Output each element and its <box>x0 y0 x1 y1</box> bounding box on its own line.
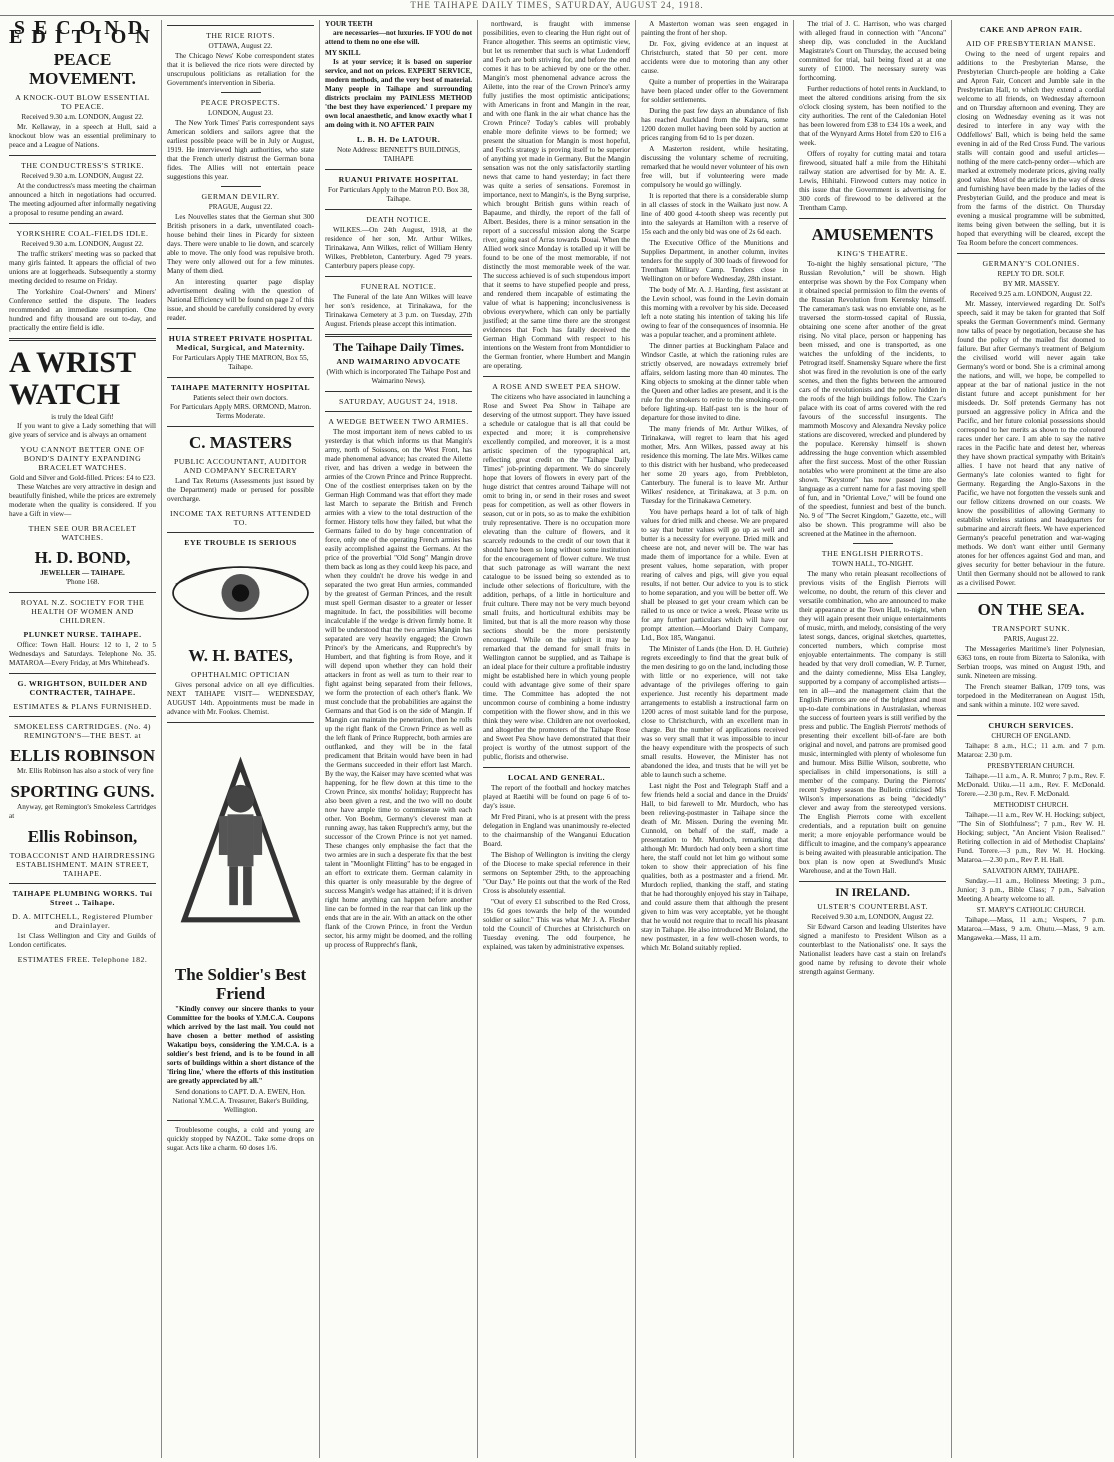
column-3 <box>320 20 478 1458</box>
article-text: Further reductions of hotel rents in Auckland, to meet the altered conditions arising from the six o'clock closing system, has been notified to the city authorities. The rent of the Caledonian Hotel has been lowered from £38 to £34 10s a week, and that of the Wynyard Arms Hotel from £20 to £16 a week. <box>799 85 947 147</box>
article-text: At the conductress's mass meeting the chairman announced a hitch in negotiations had occurred. The meeting adjourned after informally negativing a proposal to resume pending an award. <box>9 182 157 217</box>
subheading: GERMAN DEVILRY. <box>201 192 280 201</box>
soldier-illustration <box>167 732 314 952</box>
church-times: Sunday.—11 a.m., Holiness Meeting; 3 p.m., Junior; 3 p.m., Bible Class; 7 p.m., Salvation Meeting. A hearty welcome to all. <box>957 877 1105 903</box>
subheading: BY MR. MASSEY. <box>1002 280 1060 288</box>
divider <box>9 338 156 341</box>
divider <box>957 715 1105 716</box>
article-text: Owing to the need of urgent repairs and additions to the Presbyterian Manse, the Presbyterian Church-people are holding a Cake and Apron Fair, Concert and Jumble sale in the Presbyterian Hall, to which they extend a cordial welcome to all friends, on Wednesday afternoon and on Thursday afternoon and evening. They are closing on Wednesday evening as it was not desired to interfere in any way with the Oddfellows' Ball, which is being held the same evening in aid of the Red Cross Fund. The various stalls will contain good and useful articles—nothing of the mere catch-penny order—which are marked at extremely moderate prices, giving really good value. Most of the articles in the way of dress and furnishing have been made by the ladies of the Presbyterian Guild, and the produce and meat is from the farms of the district. On Thursday evening a musical programme will be submitted, items being given between the selling, but it is hoped that everything will be cleared, except the Tea Room before the concert commences. <box>957 50 1105 247</box>
church-name: METHODIST CHURCH. <box>993 801 1069 809</box>
dateline: Received 9.30 a.m. LONDON, August 22. <box>21 240 144 248</box>
divider <box>483 376 630 377</box>
masthead: THE TAIHAPE DAILY TIMES, SATURDAY, AUGUST 24, 1918. <box>0 0 1114 16</box>
column-4 <box>478 20 636 1458</box>
ad-name: Ellis Robinson, <box>27 827 138 846</box>
ad-name: G. WRIGHTSON, BUILDER AND CONTRACTER, TAIHAPE. <box>17 679 148 697</box>
church-times: Taihape.—11 a.m., A. R. Munro; 7 p.m., Rev. F. McDonald. Utiku.—11 a.m., Rev. F. McDonald. Torere.—2.30 p.m., Rev. F. McDonald. <box>957 772 1105 798</box>
article-text: The most important item of news cabled to us yesterday is that which informs us that Mangin's army, north of Soissons, on the West Front, has made phenomenal advance; has created the Ailette river, and has driven a wedge in between the armies of the Crown Prince and Prince Rupprecht. One of the costliest enterprises taken on by the German High Command was that effort they made last March to separate the British and French armies with a view to the total destruction of the former. History tells how they failed, but what the Germans failed to do by huge concentration of force, only one of the operating French armies has easily accomplished against the Germans. At the price of the proverbial "Old Song" Mangin drove them back as long as they could keep his pace, and when they couldn't he drove his wedge in and separated the two great Hun armies, commanded by the greatest of German Princes, and the result must spell German disaster to a greater or lesser magnitude. In fact, the possibilities will become incalculable if the wedge is driven firmly home. It will be understood that the two armies Mangin has separated are very heavily engaged; the Crown Prince's by the Americans, and Rupprecht's by Humbert, and that fighting is from Roye, and it will depend upon whether they can hold their attackers in front as well as turn to their rear to fight against being separated from their fellows, we form the protection of each other's flank. We must conclude that the probabilities are against the Germans and that God is on the side of Mangin. If Mangin can maintain the penetration, then he rolls up the right flank of the Crown Prince as well as the left flank of Prince Rupprecht, both armies are outflanked, and they will be in the fatal predicament that Britain would have been in had the Germans succeeded in their effort last March. By the way, the Kaiser may have scented what was happening, for he flew down at this time to the Crown Prince, six months' holiday; Rupprecht has also been given a rest, and the two will no doubt now have ample time to commiserate with each other. Von Boehm, Germany's cleverest man at running away, has taken Rupprecht's army, but the successor of the Crown Prince is not yet named. These changes only emphasise the fact that the two armies are in such a desperate fix that the best talent in "Moonlight Flitting" has to be engaged in an effort to extricate them. German calamity in this quarter is only measurable by the degree of success Mangin's wedge has attained; if it is driven right home anything can happen before another line can be formed in the rear that can link up the ends that are in the air. With an attack on the other flank of the Crown Prince, in front the Verdun sector, his army might be doomed, and the rolling up process of Rupprecht's flank, <box>325 428 473 949</box>
ad-text: Is at your service; it is based on superior service, and not on prices. EXPERT SERVICE, modern methods, and the very best of material. Many people in Taihape and surrounding districts proclaim my PAINLESS METHOD 'the best they have experienced.' I prepare my own local anaesthetic, and know exactly what I am doing with it. NO AFTER PAIN <box>325 58 473 129</box>
article-text: The New York Times' Paris correspondent says American soldiers and sailors agree that the earliest possible peace will be in July or August, 1919. He interviewed high authorities, who state that the French utterly distrust the German bona fides. The Allies will not entertain peace suggestions this year. <box>167 119 315 181</box>
editorial-headline: A ROSE AND SWEET PEA SHOW. <box>492 382 621 391</box>
ad-text: For Particulars Apply THE MATRON, Box 55, Taihape. <box>172 354 309 371</box>
subheading: AID OF PRESBYTERIAN MANSE. <box>966 39 1097 48</box>
article-text: Mr. Kellaway, in a speech at Hull, said a knockout blow was an essential preliminary to peace and a League of Nations. <box>9 123 157 149</box>
divider <box>167 426 314 427</box>
ad-text: Anyway, get Remington's Smokeless Cartridges at <box>9 803 157 820</box>
ad-subheading: ESTIMATES FREE. Telephone 182. <box>17 955 148 964</box>
article-text: Quite a number of properties in the Wairarapa have been placed under offer to the Government for soldier settlements. <box>641 78 789 104</box>
newspaper-columns <box>4 20 1110 1458</box>
ad-subheading: SMOKELESS CARTRIDGES. (No. 4) REMINGTON'S—THE BEST. at <box>14 722 151 740</box>
divider <box>9 155 156 156</box>
dateline: Received 9.30 a.m. LONDON, August 22. <box>21 172 144 180</box>
divider <box>167 377 314 378</box>
ad-subheading: MY SKILL <box>325 49 361 57</box>
newspaper-subtitle: AND WAIMARINO ADVOCATE <box>336 357 461 366</box>
ad-text: are necessaries—not luxuries. IF YOU do not attend to them no one else will. <box>325 29 473 46</box>
ad-text: For Particulars Apply to the Matron P.O. Box 38, Taihape. <box>327 186 470 203</box>
ad-text: Patients select their own doctors. <box>193 394 288 402</box>
article-text: Sir Edward Carson and leading Ulsterites have signed a manifesto to President Wilson as a counterblast to the Nationalists' one. It says the Nationalist leaders have cast a stain on Ireland's good name by refusing to devote their whole strength against Germany. <box>799 923 947 976</box>
ad-name: D. A. MITCHELL, Registered Plumber and Drainlayer. <box>12 912 153 930</box>
ad-headline: SPORTING GUNS. <box>10 782 155 801</box>
article-text: A Masterton resident, while hesitating, discussing the voluntary scheme of recruiting, remarked that he would never volunteer of his own free will, but if volunteering were made compulsory he would go willingly. <box>641 145 789 189</box>
dateline: OTTAWA, August 22. <box>208 42 273 50</box>
divider <box>167 1120 314 1121</box>
ad-subheading: YOU CANNOT BETTER ONE OF BOND'S DAINTY EXPANDING BRACELET WATCHES. <box>20 445 145 472</box>
article-text: Dr. Fox, giving evidence at an inquest at Christchurch, stated that 50 per cent. more accidents were due to motoring than any other cause. <box>641 40 789 75</box>
ad-text: Office: Town Hall. Hours: 12 to 1, 2 to 5 Wednesdays and Saturdays. Telephone No. 35. MATAROA—Every Friday, at Mrs Whitehead's. <box>9 641 157 667</box>
ad-text: For Particulars Apply MRS. ORMOND, Matron. Terms Moderate. <box>170 403 311 420</box>
ad-text: 1st Class Wellington and City and Guilds of London certificates. <box>9 932 157 949</box>
subheading: PEACE PROSPECTS. <box>200 98 281 107</box>
church-name: ST. MARY'S CATHOLIC CHURCH. <box>976 906 1086 914</box>
notice-text: WILKES.—On 24th August, 1918, at the residence of her son, Mr. Arthur Wilkes, Tirinakawa, Ann Wilkes, relict of William Henry Wilkes, Prebbleton, Canterbury. Aged 79 years. Canterbury papers please copy. <box>325 226 473 270</box>
divider <box>167 722 314 723</box>
ad-subheading: ESTIMATES & PLANS FURNISHED. <box>13 702 152 711</box>
subheading: YORKSHIRE COAL-FIELDS IDLE. <box>16 229 149 238</box>
subheading: THE RICE RIOTS. <box>206 31 275 40</box>
article-text: Mr Fred Pirani, who is at present with the press delegation in England was unanimously re-elected to the chairmanship of the Wanganui Education Board. <box>483 813 631 848</box>
ad-subheading: OPHTHALMIC OPTICIAN <box>191 670 290 679</box>
ad-headline: YOUR TEETH <box>325 20 373 28</box>
article-text: The Minister of Lands (the Hon. D. H. Guthrie) regrets exceedingly to find that the great bulk of the men desiring to go on the land, including those with little or no experience, will not take advantage of the privileges offering to gain experience. Just recently his department made arrangements to establish a instructional farm on 1200 acres of most suitable land for the purpose, close to Christchurch, with an excellent man in charge. But the number of applications received was so very small that it was impossible to incur the heavy expenditure with the prospects of such small results. However, the Minister has not abandoned the idea, and trusts that he will yet be able to launch such a scheme. <box>641 645 789 779</box>
article-text: An interesting quarter page display advertisement dealing with the question of National Efficiency will be found on page 2 of this issue, and should be carefully considered by every reader. <box>167 278 315 322</box>
eye-illustration <box>167 553 314 633</box>
divider <box>325 169 472 170</box>
church-name: SALVATION ARMY, TAIHAPE. <box>982 867 1080 875</box>
subheading: KING'S THEATRE. <box>837 249 909 258</box>
ad-name: C. MASTERS <box>189 433 292 452</box>
notice-text: The Funeral of the late Ann Wilkes will leave her son's residence, at Tirinakawa, for the Tirinakawa Cemetery at 3 p.m. on Tuesday, 27th August. Friends please accept this intimation. <box>325 293 473 328</box>
subheading: A KNOCK-OUT BLOW ESSENTIAL TO PEACE. <box>15 93 150 111</box>
divider <box>9 673 156 674</box>
dateline: PRAGUE, August 22. <box>208 203 273 211</box>
section-headline: ON THE SEA. <box>977 600 1085 619</box>
dateline: PARIS, August 22. <box>1003 635 1059 643</box>
column-1 <box>4 20 162 1458</box>
subheading: FUNERAL NOTICE. <box>360 282 437 291</box>
ad-text: Send donations to CAPT. D. A. EWEN, Hon. National Y.M.C.A. Treasurer, Baker's Building, Wellington. <box>172 1088 309 1114</box>
divider <box>483 767 630 768</box>
article-text: The Bishop of Wellington is inviting the clergy of the Diocese to make special reference in their sermons on September 29th, to the approaching "Our Day." He points out that the work of the Red Cross is absolutely essential. <box>483 851 631 895</box>
ad-subheading: THEN SEE OUR BRACELET WATCHES. <box>28 524 137 542</box>
ad-name: TAIHAPE PLUMBING WORKS. Tui Street .. Taihape. <box>12 889 153 907</box>
article-text: During the past few days an abundance of fish has reached Auckland from the Kaipara, some 1200 dozen mullet having been sold by auction at prices ranging from 6d to 1s per dozen. <box>641 107 789 142</box>
article-text: You have perhaps heard a lot of talk of high values for dried milk and cheese. We are prepared to say that butter values will go up as well and butter is a necessity for everyone. Dried milk and cheese are not, and never will be. The war has made them of importance for a while. Even at present values, home separation, with proper rearing of calves and pigs, will give you equal results, if not better. Our advice to you is to stick to home separation, and you will be better off. We shall be pleased to get your cream which can be railed to us once or twice a week. Please write us for any further particulars which will have our prompt attention.—Moorland Dairy Company, Ltd., Box 185, Wanganui. <box>641 508 789 642</box>
ad-text: Mr. Ellis Robinson has also a stock of very fine <box>17 767 154 775</box>
article-text: To-night the highly sensational picture, "The Russian Revolution," will be shown. High enterprise was shown by the Fox Company when it obtained special permission to film the events of the Russian Revolution from Kerensky himself. The cameraman's task was no enviable one, as he traversed the storm-tossed capital of Russia, obtaining one scene after another of the great rising. No vital place, person or happening has been missed, and one is transported, as one watches the unfolding of the incidents, to Petrograd itself. Snamensky Square where the first shot was fired in the revolution is one of the early scenes, and then the fights between the armoured cars of the revolutionists and the police hidden in the roofs of the high buildings follow. The Czar's palace with its coat of arms covered with the red favours of the successful insurgents. The mammoth Moscovy and Alexandra Nevsky police stations are discovered, wrecked and plundered by the populace. Kerensky himself is shown addressing the huge convention which assembled after the first success. Most of the other Russian notables who were prominent at the time are also shown. "Keystone" has now passed into the language as a current name for a fast moving spell of fun, and in "Oriental Love," will be found one of the speediest, funniest and best of the bunch. No. 9 of "The Secret Kingdom," Gazette, etc., will also be shown. This programme will also be screened at the Matinee in the afternoon. <box>799 260 947 538</box>
edition-heading: SECOND EDITION <box>9 20 159 48</box>
article-text: The citizens who have associated in launching a Rose and Sweet Pea Show in Taihape are deserving of the utmost support. They have issued a schedule or catalogue that is all that could be expected and more; it is comprehensive excellently compiled, and moreover, it is a most artistic specimen of the typographical art, reflecting great credit on the "Taihape Daily Times" job-printing department. We do sincerely hope that lovers of flowers in every part of the huge district that centres around Taihape will not omit to bring in, or send in their roses and sweet peas for competition, as well as other flowers in season, cut or in pots, so as to make the exhibition truly representative. There is no occupation more elevating than the culture of flowers, and it scarcely redounds to the credit of our town that it should have been so long without some institution for the encouragement of flower culture. We trust that such patronage as will warrant the next catalogue to be issued being so extended as to include other selections of floriculture, with the addition, perhaps, of a little in horticulture and fruit culture. There may not be very much beyond small fruits, and horticultural exhibits may be limited, but that is all the more reason why those sections should be the more persistently encouraged. While on the subject it may be remarked that the demand for small fruits in Wellington cannot be supplied, and as Taihape is an ideal place for their culture a profitable industry might be established here in which young people could with advantage give some of their spare time. The Committee has adopted the not uncommon course of combining a home industry competition with the flower show, and in this we think they were wise. Children are not overlooked, and altogether the promoters of the Taihape Rose and Sweet Pea Show have demonstrated that their project is worthy of the utmost support of the public, florists and otherwise. <box>483 393 631 761</box>
divider <box>325 209 472 210</box>
divider <box>9 592 156 593</box>
editorial-headline: A WEDGE BETWEEN TWO ARMIES. <box>328 417 469 426</box>
dateline: Received 9.30 a.m, LONDON, August 22. <box>811 913 934 921</box>
article-text: The dinner parties at Buckingham Palace and Windsor Castle, at which the rationing rules are strictly observed, are nowadays extremely brief affairs, seldom lasting more than 40 minutes. The King objects to smoking at the dinner table when the Queen and other ladies are present, and it is the rule for the smokers to retire to the smoking-room before lighting-up. Half-past ten is the hour of departure for those invited to dine. <box>641 342 789 422</box>
column-5 <box>636 20 794 1458</box>
article-text: Last night the Post and Telegraph Staff and a few friends held a social and dance in the Druids' Hall, to bid farewell to Mr. Murdoch, who has been relieving-postmaster in Taihape since the death of Mr. Missen. During the evening Mr. Cunnold, on behalf of the staff, made a presentation to Mr. Murdoch, remarking that although Mr. Murdoch had only been a short time here, the staff could not let him go without some token to show their appreciation of his fine qualities, both as a postmaster and a friend. Mr. Murdoch replied, thanking the staff, and stating that he had thoroughly enjoyed his stay in Taihape, and could assure them that although the present given to him was very acceptable, yet he thought that he would not require that to recall his pleasant stay in Taihape. He also introduced Mr Boland, the new postmaster, in a few well-chosen words, to which Mr. Boland suitably replied. <box>641 782 789 952</box>
ad-name: TAIHAPE MATERNITY HOSPITAL <box>170 383 311 392</box>
divider <box>167 25 314 26</box>
divider <box>799 881 946 882</box>
ad-name: L. B. H. De LATOUR. <box>356 135 441 144</box>
section-headline: CHURCH SERVICES. <box>988 721 1074 730</box>
section-headline: LOCAL AND GENERAL. <box>507 773 606 782</box>
ad-name: H. D. BOND, <box>34 548 131 567</box>
divider <box>853 543 893 544</box>
church-name: PRESBYTERIAN CHURCH. <box>987 762 1075 770</box>
divider <box>167 328 314 329</box>
ad-text: Land Tax Returns (Assessments just issued by the Department) made or perused for possible overcharge. <box>167 477 315 503</box>
article-text: The Messageries Maritime's liner Polynesian, 6363 tons, en route from Bizerta to Salonika, with Serbian troops, was mined on August 19th, and sunk. Nineteen are missing. <box>957 645 1105 680</box>
ad-subheading: ROYAL N.Z. SOCIETY FOR THE HEALTH OF WOMEN AND CHILDREN. <box>20 598 145 625</box>
divider <box>799 218 946 219</box>
divider <box>325 276 472 277</box>
ad-headline: A WRIST WATCH <box>9 346 136 411</box>
divider <box>221 186 261 187</box>
subheading: TOWN HALL, TO-NIGHT. <box>831 560 914 568</box>
article-text: The traffic strikers' meeting was so packed that many girls fainted. It appears the official of two unions are at loggerheads. Subsequently a stormy meeting decided to resume on Friday. <box>9 250 157 285</box>
article-text: Les Nouvelles states that the German shut 300 British prisoners in a dark, unventilated coach-house behind their lines in Picardy for sixteen days. There were unable to lie down, and scarcely able to move. The only food was repulsive broth. They were only allowed out for a few minutes. Many of them died. <box>167 213 315 275</box>
divider <box>221 92 261 93</box>
ad-text: If you want to give a Lady something that will give years of service and is always an ornament <box>9 422 157 439</box>
ad-text: Troublesome coughs, a cold and young are quickly stopped by NAZOL. Take some drops on sugar. Acts like a charm. 60 doses 1/6. <box>167 1126 315 1152</box>
ad-headline: The Soldier's Best Friend <box>174 965 307 1003</box>
divider <box>325 391 472 392</box>
article-text: The Chicago News' Kobe correspondent states that it is believed the rice riots were directed by unscrupulous politicians as retaliation for the Government's intervention in Siberia. <box>167 52 315 87</box>
headline: PEACE MOVEMENT. <box>29 50 136 88</box>
newspaper-note: (With which is incorporated The Taihape Post and Waimarino News). <box>326 368 471 385</box>
article-text: The French steamer Balkan, 1709 tons, was torpedoed in the Mediterranean on August 15th, and sank within a minute. 102 were saved. <box>957 683 1105 709</box>
ad-name: HUIA STREET PRIVATE HOSPITAL Medical, Surgical, and Maternity. <box>168 334 313 352</box>
subheading: THE CONDUCTRESS'S STRIKE. <box>21 161 144 170</box>
ad-name: ELLIS ROBINSON <box>9 746 156 765</box>
ad-text: Gives personal advice on all eye difficulties. NEXT TAIHAPE VISIT— WEDNESDAY, AUGUST 14th. Appointments must be made in advance with Mr. Fookes. Chemist. <box>167 681 315 716</box>
church-name: CHURCH OF ENGLAND. <box>991 732 1071 740</box>
dateline: Received 9.25 a.m. LONDON, August 22. <box>969 290 1093 298</box>
subheading: DEATH NOTICE. <box>366 215 431 224</box>
article-text: Offers of royalty for cutting matai and totara firewood, situated half a mile from the Hihitahi railway station are advertised for by Mr. A. E. Lewis, Hihitahi. Firewood cutters may notice in this issue that the Government is advertising for 300 cords of firewood to be delivered at the Trentham Camp. <box>799 150 947 212</box>
article-text: The many friends of Mr. Arthur Wilkes, of Tirinakawa, will regret to learn that his aged mother, Mrs. Ann Wilkes, passed away at his residence this morning. The late Mrs. Wilkes came to this district with her husband, who predeceased her some 20 years ago, from Prebbleton, Canterbury. The funeral is to leave Mr. Arthur Wilkes' residence, at Tirinakawa, at 3 p.m. on Tuesday for the Tirinakawa Cemetery. <box>641 425 789 505</box>
ad-headline: EYE TROUBLE IS SERIOUS <box>184 538 297 547</box>
ad-subheading: INCOME TAX RETURNS ATTENDED TO. <box>169 509 312 527</box>
article-text: Mr. Massey, interviewed regarding Dr. Solf's speech, said it may be taken for granted that Solf speaks the German Government's mind. Germany now talks of peace by negotiation, because she has found the policy of the mailed fist doomed to failure. But after Germany's treatment of Belgium the civilised world will never again take Germany's word or bond. She is a criminal among the nations, and will, we hope, be compelled to appear at the bar of national justice in the not distant future and accept punishment for her misdeeds. Dr. Solf pretends Germany has not pursued an aggressive policy in Africa and the Pacific, and her future colonial possessions should correspond to her merits as shown to the coloured races under her care. I am able to say the native races in the Pacific hate and detest her, whereas they have shown practical sympathy with Britain's allies. I have not heard that any native of Germany's late colonies wanted to fight for Germany. Regarding the Anglo-Saxons in the Pacific, we have not forgotten the vessels sunk and our fellow citizens drowned on our coasts. We know the possibilities of allowing Germany to establish wireless stations and headquarters for submarine and aircraft fleets. We have experienced Germany's peaceful penetration and war-waging methods. We don't want either until Germany atones for her offences against God and man, and gives security for better behaviour in the future. Until then Germany should not be allowed to rank as a civilised Power. <box>957 300 1105 587</box>
dateline: LONDON, August 23. <box>207 109 274 117</box>
ad-address: JEWELLER — TAIHAPE. <box>40 569 125 577</box>
church-times: Taihape.—Mass, 11 a.m.; Vespers, 7 p.m. Mataroa.—Mass, 9 a.m. Ohutu.—Mass, 9 a.m. Mangaweka.—Mass, 11 a.m. <box>957 916 1105 942</box>
ad-price: Gold and Silver and Gold-filled. Prices: £4 to £23. <box>9 474 156 482</box>
dateline: Received 9.30 a.m. LONDON, August 22. <box>21 113 144 121</box>
divider <box>325 334 472 337</box>
church-times: Taihape.—11 a.m., Rev W. H. Hocking; subject, "The Sin of Slothfulness"; 7 p.m., Rev W. H. Hocking; subject, "An Ancient Vision Realised." Retiring collection in aid of Methodist Chaplains' Fund. Torere.—3 p.m., Rev W. H. Hocking. Mataroa.—2.30 p.m., Rev P. H. Hall. <box>957 811 1105 864</box>
column-6 <box>794 20 952 1458</box>
subheading: REPLY TO DR. SOLF. <box>997 270 1065 278</box>
subheading: CAKE AND APRON FAIR. <box>979 25 1083 34</box>
issue-date: SATURDAY, AUGUST 24, 1918. <box>339 397 459 406</box>
article-text: The Yorkshire Coal-Owners' and Miners' Conference settled the dispute. The leaders recommended an immediate resumption. One hundred and fifty thousand are out to-day, and practically the entire field is idle. <box>9 288 157 332</box>
ad-name: W. H. BATES, <box>188 646 293 665</box>
ad-text: These Watches are very attractive in design and beautifully finished, while the prices are extremely moderate when the quality is considered. If you have a Gift in view— <box>9 483 157 518</box>
ad-subheading: TOBACCONIST AND HAIRDRESSING ESTABLISHMENT. MAIN STREET, TAIHAPE. <box>9 851 156 878</box>
subheading: GERMANY'S COLONIES. <box>982 259 1080 268</box>
ad-phone: 'Phone 168. <box>65 578 100 586</box>
ad-name: RUANUI PRIVATE HOSPITAL <box>338 175 459 184</box>
divider <box>325 411 472 412</box>
section-headline: IN IRELAND. <box>835 885 910 899</box>
divider <box>9 223 156 224</box>
ad-text: "Kindly convey our sincere thanks to your Committee for the books of Y.M.C.A. Coupons which arrived by the last mail. You could not have chosen a better method of assisting Wakatipu boys, considering the Y.M.C.A. is a soldier's best friend, and is to be found in all sorts of buildings within a short distance of the 'firing line,' where the efforts of this institution are greatly appreciated by all." <box>167 1005 315 1085</box>
column-7 <box>952 20 1110 1458</box>
article-text: It is reported that there is a considerable slump in all classes of stock in the Waikato just now. A line of 400 good 4-tooth sheep was recently put into the saleyards at Hamilton with a reserve of 15s each and the only bid was one of 2s 6d each. <box>641 192 789 236</box>
column-2 <box>162 20 320 1458</box>
article-text: The body of Mr. A. J. Harding, first assistant at the Levin school, was found in the Levin domain this morning with a revolver by his side. Deceased left a note stating his intention of taking his life owing to fear of the consequences of insomnia. He was a popular teacher, and a prominent athlete. <box>641 286 789 339</box>
divider <box>167 532 314 533</box>
article-text: "Out of every £1 subscribed to the Red Cross, 19s 6d goes towards the help of the wounded soldier or sailor." This was what Mr J. A. Flesher told the Council of Churches at Christchurch on Tuesday evening. The odd fourpence, he explained, was taken by administrative expenses. <box>483 898 631 951</box>
section-headline: AMUSEMENTS <box>811 225 934 244</box>
church-times: Taihape: 8 a.m., H.C.; 11 a.m. and 7 p.m. Mataroa: 2.30 p.m. <box>957 742 1105 759</box>
divider <box>957 253 1105 254</box>
article-text: northward, is fraught with immense possibilities, even to clearing the Hun right out of France altogether. This seems an optimistic view, but let us remember that such is what Ludendorff and Foch are both striving for, and before the end comes it has to be achieved by one or the other. Mangin's most phenomenal advance across the Ailette, into the rear of the Crown Prince's army fully justifies the most optimistic anticipations; with Americans in front and Mangin in the rear, and with one flank in the air what chance has the Crown Prince? Today's cables will probably enable more definite views to be formed; we present the situation for Mangin is most hopeful, and Foch's strategy is proving itself to be superior of anything yet made in Germany. But the Mangin sensation was not the only satisfactorily startling news that came to hand yesterday; in fact there was quite a series of sensations. Foremost in importance, next to Mangin's, is the Byng surprise, which brought British guns within reach of Bapaume, and thirdly, the report of the fall of Albert. Besides, there is a minor sensation in the report of a successful mission along the Scarpe river, going east of Arras towards Douai. When the Allied work since Monday is totalled up it will be found to be one of the most memorable, if not distinctly the most memorable week of the war. The success achieved is of such stupendous import that it seems to have stupefied people and press, and rendered them incapable of estimating the value of what is happening; inconclusiveness is obvious everywhere, which can only be partially justified; at the same time there are the strongest evidences that Foch has fatally deceived the German High Command with respect to his intentions on the Western front from Montdidier to the German frontier, where Humbert and Mangin are operating. <box>483 20 631 370</box>
newspaper-title: The Taihape Daily Times. <box>333 340 464 354</box>
subheading: ULSTER'S COUNTERBLAST. <box>817 902 929 911</box>
subheading: THE ENGLISH PIERROTS. <box>821 549 924 558</box>
article-text: The trial of J. C. Harrison, who was charged with alleged fraud in connection with "Ancona" sheep dip, was concluded in the Auckland Magistrate's Court on Thursday, the accused being committed for trial, bail being fixed at at one surety of £1000. The necessary surety was forthcoming. <box>799 20 947 82</box>
ad-subheading: PUBLIC ACCOUNTANT, AUDITOR AND COMPANY SECRETARY <box>173 457 308 475</box>
ad-address: Note Address: BENNETT'S BUILDINGS, TAIHAPE <box>337 146 461 163</box>
ad-text: is truly the Ideal Gift! <box>51 413 114 421</box>
article-text: The many who retain pleasant recollections of previous visits of the English Pierrots will welcome, no doubt, the return of this clever and versatile combination, who are announced to make their appearance at the Town Hall, to-night, when they will again present their unique entertainments of music, mirth, and melody, consisting of the very latest songs, dances, original sketches, quartettes, concerted numbers, which comprise most enjoyable entertainments. The company is still headed by that very droll comedian, W. P. Turner, and the dainty comedienne, Miss Elsa Langley, supported by a company of accomplished artists—ten in all—and the management claim that the English Pierrots are one of the brightest and most up-to-date combinations in Australasian, whereas the success of fourteen years is still verified by the press and public. The English Pierrots' methods of presenting their excellent bill-of-fare are both original and novel, and patrons are promised good music, intermingled with plenty of wholesome fun and humour. Miss Billie Wilson, soubrette, who specialises in child impersonations, is still a member of the company. During the Pierrots' recent Sydney season the Bulletin criticised Mis Wilson's impersonations as being "decidedly" clever and away from the stereotyped versions. The English Pierrots come with excellent credentials, and a reputation built on genuine merit; a more enjoyable performance would be difficult to imagine, and the company's appearance is being awaited with pleasurable anticipation. The box plan is now open at Swedlund's Music Warehouse, and at the Town Hall. <box>799 570 947 875</box>
ad-subheading: PLUNKET NURSE. TAIHAPE. <box>23 630 142 639</box>
divider <box>957 593 1105 594</box>
article-text: A Masterton woman was seen engaged in painting the front of her shop. <box>641 20 789 37</box>
article-text: The report of the football and hockey matches played at Raetihi will be found on page 6 of to-day's issue. <box>483 784 631 810</box>
divider <box>9 883 156 884</box>
article-text: The Executive Office of the Munitions and Supplies Department, in another column, invites tenders for the supply of 300 loads of firewood for Trentham Military Camp. Tenders close in Wellington on or before Wednesday, 28th instant. <box>641 239 789 283</box>
divider <box>9 716 156 717</box>
subheading: TRANSPORT SUNK. <box>992 624 1070 633</box>
